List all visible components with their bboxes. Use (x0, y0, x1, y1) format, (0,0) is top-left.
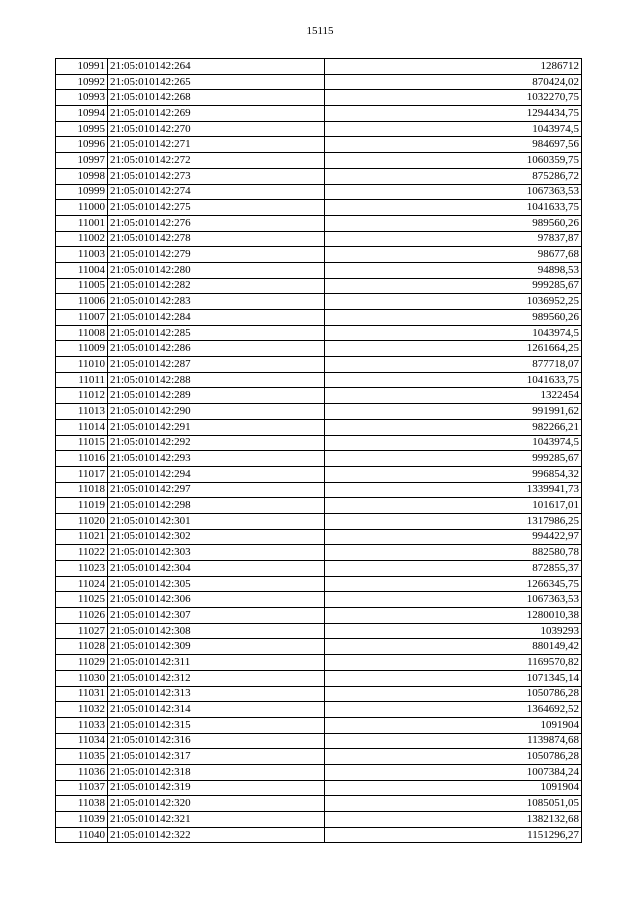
cadastral-value-cell: 989560,26 (325, 215, 582, 231)
row-number-cell: 11019 (56, 498, 108, 514)
cadastral-value-cell: 1364692,52 (325, 702, 582, 718)
cadastral-number-cell: 21:05:010142:290 (108, 404, 325, 420)
table-row (56, 137, 582, 153)
cadastral-number-cell: 21:05:010142:312 (108, 670, 325, 686)
cadastral-value-cell: 1036952,25 (325, 294, 582, 310)
row-number-cell: 11028 (56, 639, 108, 655)
cadastral-number-cell: 21:05:010142:306 (108, 592, 325, 608)
cadastral-value-cell: 984697,56 (325, 137, 582, 153)
table-row (56, 623, 582, 639)
cadastral-value-cell: 1286712 (325, 59, 582, 75)
cadastral-number-cell: 21:05:010142:271 (108, 137, 325, 153)
table-row (56, 278, 582, 294)
row-number-cell: 11039 (56, 812, 108, 828)
cadastral-number-cell: 21:05:010142:303 (108, 545, 325, 561)
table-row (56, 153, 582, 169)
row-number-cell: 11003 (56, 247, 108, 263)
row-number-cell: 11031 (56, 686, 108, 702)
cadastral-number-cell: 21:05:010142:278 (108, 231, 325, 247)
row-number-cell: 11030 (56, 670, 108, 686)
cadastral-value-cell: 999285,67 (325, 451, 582, 467)
cadastral-value-cell: 1060359,75 (325, 153, 582, 169)
cadastral-value-cell: 1050786,28 (325, 749, 582, 765)
cadastral-value-cell: 1085051,05 (325, 796, 582, 812)
table-row (56, 419, 582, 435)
cadastral-value-cell: 1091904 (325, 717, 582, 733)
cadastral-number-cell: 21:05:010142:319 (108, 780, 325, 796)
cadastral-value-cell: 1067363,53 (325, 184, 582, 200)
cadastral-value-cell: 996854,32 (325, 466, 582, 482)
cadastral-number-cell: 21:05:010142:309 (108, 639, 325, 655)
cadastral-value-cell: 1043974,5 (325, 325, 582, 341)
row-number-cell: 10993 (56, 90, 108, 106)
row-number-cell: 10991 (56, 59, 108, 75)
cadastral-number-cell: 21:05:010142:264 (108, 59, 325, 75)
row-number-cell: 11016 (56, 451, 108, 467)
row-number-cell: 11029 (56, 655, 108, 671)
cadastral-value-cell: 1043974,5 (325, 121, 582, 137)
table-row (56, 482, 582, 498)
cadastral-value-cell: 1039293 (325, 623, 582, 639)
table-row (56, 529, 582, 545)
cadastral-number-cell: 21:05:010142:275 (108, 200, 325, 216)
cadastral-value-cell: 877718,07 (325, 357, 582, 373)
row-number-cell: 10995 (56, 121, 108, 137)
cadastral-value-cell: 1091904 (325, 780, 582, 796)
row-number-cell: 11021 (56, 529, 108, 545)
table-row (56, 121, 582, 137)
cadastral-value-cell: 1041633,75 (325, 200, 582, 216)
cadastral-number-cell: 21:05:010142:280 (108, 262, 325, 278)
table-row (56, 372, 582, 388)
row-number-cell: 11024 (56, 576, 108, 592)
row-number-cell: 11020 (56, 513, 108, 529)
row-number-cell: 11002 (56, 231, 108, 247)
row-number-cell: 11017 (56, 466, 108, 482)
cadastral-value-cell: 94898,53 (325, 262, 582, 278)
table-row (56, 59, 582, 75)
cadastral-number-cell: 21:05:010142:274 (108, 184, 325, 200)
row-number-cell: 11026 (56, 608, 108, 624)
table-row (56, 435, 582, 451)
cadastral-number-cell: 21:05:010142:272 (108, 153, 325, 169)
cadastral-number-cell: 21:05:010142:279 (108, 247, 325, 263)
table-row (56, 310, 582, 326)
row-number-cell: 11027 (56, 623, 108, 639)
table-row (56, 827, 582, 843)
cadastral-number-cell: 21:05:010142:315 (108, 717, 325, 733)
table-row (56, 341, 582, 357)
page-number: 15115 (306, 25, 334, 37)
row-number-cell: 11038 (56, 796, 108, 812)
row-number-cell: 11005 (56, 278, 108, 294)
row-number-cell: 11012 (56, 388, 108, 404)
row-number-cell: 11008 (56, 325, 108, 341)
table-row (56, 608, 582, 624)
cadastral-value-cell: 1067363,53 (325, 592, 582, 608)
table-row (56, 702, 582, 718)
cadastral-number-cell: 21:05:010142:286 (108, 341, 325, 357)
cadastral-number-cell: 21:05:010142:293 (108, 451, 325, 467)
table-row (56, 200, 582, 216)
table-row (56, 184, 582, 200)
table-row (56, 717, 582, 733)
cadastral-number-cell: 21:05:010142:265 (108, 74, 325, 90)
row-number-cell: 10992 (56, 74, 108, 90)
row-number-cell: 11025 (56, 592, 108, 608)
row-number-cell: 10999 (56, 184, 108, 200)
cadastral-value-cell: 1317986,25 (325, 513, 582, 529)
table-row (56, 404, 582, 420)
cadastral-value-cell: 1139874,68 (325, 733, 582, 749)
row-number-cell: 10994 (56, 106, 108, 122)
cadastral-value-cell: 1322454 (325, 388, 582, 404)
cadastral-number-cell: 21:05:010142:287 (108, 357, 325, 373)
table-row (56, 357, 582, 373)
table-row (56, 466, 582, 482)
row-number-cell: 10996 (56, 137, 108, 153)
row-number-cell: 11006 (56, 294, 108, 310)
row-number-cell: 11023 (56, 561, 108, 577)
table-row (56, 780, 582, 796)
table-row (56, 451, 582, 467)
cadastral-value-cell: 991991,62 (325, 404, 582, 420)
cadastral-value-cell: 870424,02 (325, 74, 582, 90)
cadastral-number-cell: 21:05:010142:276 (108, 215, 325, 231)
cadastral-number-cell: 21:05:010142:294 (108, 466, 325, 482)
cadastral-value-cell: 1071345,14 (325, 670, 582, 686)
table-row (56, 247, 582, 263)
table-row (56, 262, 582, 278)
table-row (56, 670, 582, 686)
cadastral-value-cell: 98677,68 (325, 247, 582, 263)
table-row (56, 764, 582, 780)
cadastral-value-cell: 1382132,68 (325, 812, 582, 828)
row-number-cell: 11014 (56, 419, 108, 435)
cadastral-value-cell: 989560,26 (325, 310, 582, 326)
cadastral-value-cell: 97837,87 (325, 231, 582, 247)
cadastral-value-table (55, 58, 582, 843)
table-row (56, 388, 582, 404)
table-row (56, 325, 582, 341)
cadastral-value-cell: 872855,37 (325, 561, 582, 577)
cadastral-value-cell: 1151296,27 (325, 827, 582, 843)
table-row (56, 106, 582, 122)
cadastral-value-cell: 982266,21 (325, 419, 582, 435)
cadastral-value-cell: 101617,01 (325, 498, 582, 514)
row-number-cell: 11022 (56, 545, 108, 561)
table-row (56, 592, 582, 608)
row-number-cell: 11018 (56, 482, 108, 498)
row-number-cell: 10997 (56, 153, 108, 169)
cadastral-number-cell: 21:05:010142:292 (108, 435, 325, 451)
table-row (56, 513, 582, 529)
cadastral-value-cell: 1339941,73 (325, 482, 582, 498)
cadastral-number-cell: 21:05:010142:301 (108, 513, 325, 529)
cadastral-value-cell: 1032270,75 (325, 90, 582, 106)
row-number-cell: 11034 (56, 733, 108, 749)
cadastral-number-cell: 21:05:010142:273 (108, 168, 325, 184)
table-row (56, 294, 582, 310)
table-row (56, 655, 582, 671)
table-row (56, 545, 582, 561)
row-number-cell: 11032 (56, 702, 108, 718)
cadastral-number-cell: 21:05:010142:269 (108, 106, 325, 122)
table-row (56, 733, 582, 749)
row-number-cell: 11004 (56, 262, 108, 278)
cadastral-number-cell: 21:05:010142:283 (108, 294, 325, 310)
table-body (56, 59, 582, 843)
row-number-cell: 11033 (56, 717, 108, 733)
cadastral-value-cell: 1280010,38 (325, 608, 582, 624)
cadastral-value-cell: 882580,78 (325, 545, 582, 561)
table-row (56, 686, 582, 702)
cadastral-number-cell: 21:05:010142:305 (108, 576, 325, 592)
cadastral-number-cell: 21:05:010142:320 (108, 796, 325, 812)
cadastral-value-cell: 999285,67 (325, 278, 582, 294)
cadastral-number-cell: 21:05:010142:322 (108, 827, 325, 843)
cadastral-number-cell: 21:05:010142:304 (108, 561, 325, 577)
cadastral-number-cell: 21:05:010142:318 (108, 764, 325, 780)
row-number-cell: 11013 (56, 404, 108, 420)
table-row (56, 576, 582, 592)
row-number-cell: 11035 (56, 749, 108, 765)
table-row (56, 215, 582, 231)
cadastral-number-cell: 21:05:010142:291 (108, 419, 325, 435)
cadastral-value-cell: 1266345,75 (325, 576, 582, 592)
cadastral-value-cell: 880149,42 (325, 639, 582, 655)
cadastral-number-cell: 21:05:010142:313 (108, 686, 325, 702)
row-number-cell: 11036 (56, 764, 108, 780)
row-number-cell: 11037 (56, 780, 108, 796)
row-number-cell: 11010 (56, 357, 108, 373)
cadastral-value-cell: 1007384,24 (325, 764, 582, 780)
cadastral-number-cell: 21:05:010142:308 (108, 623, 325, 639)
cadastral-number-cell: 21:05:010142:298 (108, 498, 325, 514)
cadastral-number-cell: 21:05:010142:289 (108, 388, 325, 404)
table-row (56, 812, 582, 828)
cadastral-number-cell: 21:05:010142:282 (108, 278, 325, 294)
cadastral-number-cell: 21:05:010142:285 (108, 325, 325, 341)
cadastral-value-cell: 1261664,25 (325, 341, 582, 357)
cadastral-number-cell: 21:05:010142:307 (108, 608, 325, 624)
row-number-cell: 10998 (56, 168, 108, 184)
cadastral-value-cell: 994422,97 (325, 529, 582, 545)
cadastral-number-cell: 21:05:010142:297 (108, 482, 325, 498)
table-row (56, 639, 582, 655)
row-number-cell: 11011 (56, 372, 108, 388)
cadastral-number-cell: 21:05:010142:311 (108, 655, 325, 671)
cadastral-value-cell: 1050786,28 (325, 686, 582, 702)
cadastral-number-cell: 21:05:010142:316 (108, 733, 325, 749)
cadastral-number-cell: 21:05:010142:270 (108, 121, 325, 137)
cadastral-value-cell: 1294434,75 (325, 106, 582, 122)
cadastral-number-cell: 21:05:010142:284 (108, 310, 325, 326)
cadastral-number-cell: 21:05:010142:302 (108, 529, 325, 545)
row-number-cell: 11009 (56, 341, 108, 357)
table-row (56, 796, 582, 812)
cadastral-number-cell: 21:05:010142:288 (108, 372, 325, 388)
table-row (56, 749, 582, 765)
table-row (56, 231, 582, 247)
table-row (56, 90, 582, 106)
row-number-cell: 11001 (56, 215, 108, 231)
cadastral-value-cell: 875286,72 (325, 168, 582, 184)
table-row (56, 74, 582, 90)
row-number-cell: 11015 (56, 435, 108, 451)
cadastral-number-cell: 21:05:010142:268 (108, 90, 325, 106)
cadastral-number-cell: 21:05:010142:321 (108, 812, 325, 828)
cadastral-number-cell: 21:05:010142:314 (108, 702, 325, 718)
cadastral-value-cell: 1043974,5 (325, 435, 582, 451)
table-row (56, 498, 582, 514)
table-row (56, 561, 582, 577)
cadastral-value-cell: 1169570,82 (325, 655, 582, 671)
row-number-cell: 11007 (56, 310, 108, 326)
cadastral-number-cell: 21:05:010142:317 (108, 749, 325, 765)
row-number-cell: 11040 (56, 827, 108, 843)
row-number-cell: 11000 (56, 200, 108, 216)
table-row (56, 168, 582, 184)
cadastral-value-cell: 1041633,75 (325, 372, 582, 388)
